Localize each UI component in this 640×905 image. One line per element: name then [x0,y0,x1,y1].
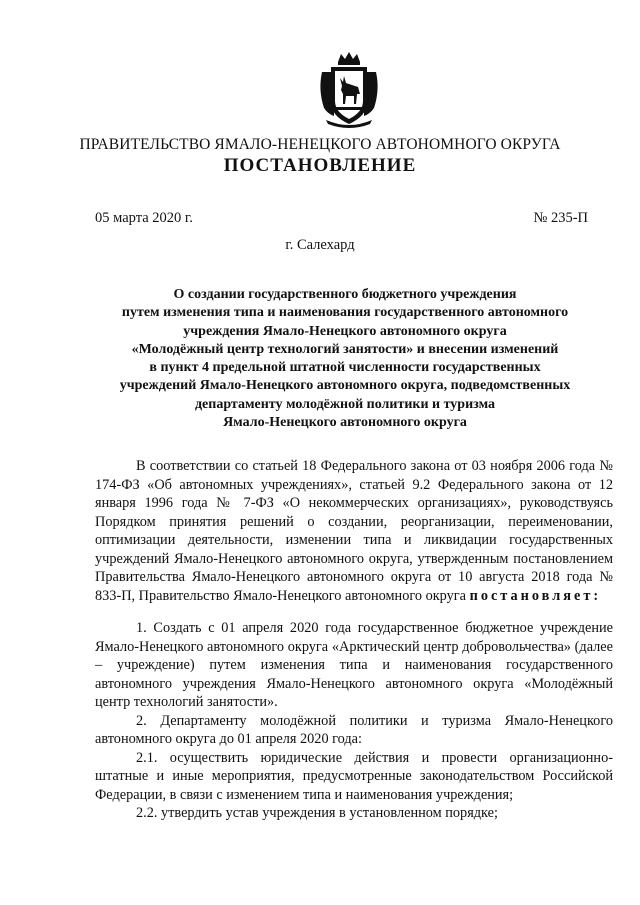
title-line: «Молодёжный центр технологий занятости» и внесении изменений [131,341,559,357]
document-body [95,457,613,823]
paragraph-1: 1. Создать с 01 апреля 2020 года государственное бюджетное учреждение Ямало-Ненецкого автономного округа «Арктический центр добровольчества» (далее – учреждение) путем изменения типа и наименования государственного автономного учреждения Ямало-Ненецкого автономного округа «Молодёжный центр технологий занятости». [95,620,613,710]
document-date: 05 марта 2020 г. [95,210,193,226]
paragraph-2-1: 2.1. осуществить юридические действия и провести организационно-штатные и иные мероприятия, предусмотренные законодательством Российской Федерации, в связи с изменением типа и наименования учреждения; [95,749,613,803]
title-line: Ямало-Ненецкого автономного округа [223,415,467,431]
title-line: О создании государственного бюджетного учреждения [173,287,517,302]
preamble-text: В соответствии со статьей 18 Федерального закона от 03 ноября 2006 года № 174-ФЗ «Об автономных учреждениях», статьей 9.2 Федерального закона от 12 января 1996 года № 7-ФЗ «О некоммерческих организациях», руководствуясь Порядком принятия решений о создании, реорганизации, переименовании, оптимизации деятельности, изменении типа и ликвидации государственных учреждений Ямало-Ненецкого автономного округа, утвержденным постановлением Правительства Ямало-Ненецкого автономного округа от 10 августа 2018 года № 833-П, Правительство Ямало-Ненецкого автономного округа [95,458,613,604]
preamble-paragraph [95,457,613,605]
resolve-word: постановляет: [469,587,602,604]
title-line: в пункт 4 предельной штатной численности государственных [149,360,541,376]
document-city: г. Салехард [285,237,355,253]
paragraph-2-2: 2.2. утвердить устав учреждения в установленном порядке; [136,805,498,821]
title-line: путем изменения типа и наименования государственного автономного [121,305,569,321]
document-type: ПОСТАНОВЛЕНИЕ [223,155,417,176]
yanao-coat-of-arms-icon [314,50,384,130]
document-title [95,286,595,432]
paragraph-2: 2. Департаменту молодёжной политики и туризма Ямало-Ненецкого автономного округа до 01 апреля 2020 года: [95,712,613,747]
title-line: учреждения Ямало-Ненецкого автономного округа [183,323,507,339]
title-line: департаменту молодёжной политики и туризма [194,396,496,412]
organization-name: ПРАВИТЕЛЬСТВО ЯМАЛО-НЕНЕЦКОГО АВТОНОМНОГО ОКРУГА [79,136,561,153]
title-line: учреждений Ямало-Ненецкого автономного округа, подведомственных [119,378,571,394]
document-number: № 235-П [533,210,588,226]
